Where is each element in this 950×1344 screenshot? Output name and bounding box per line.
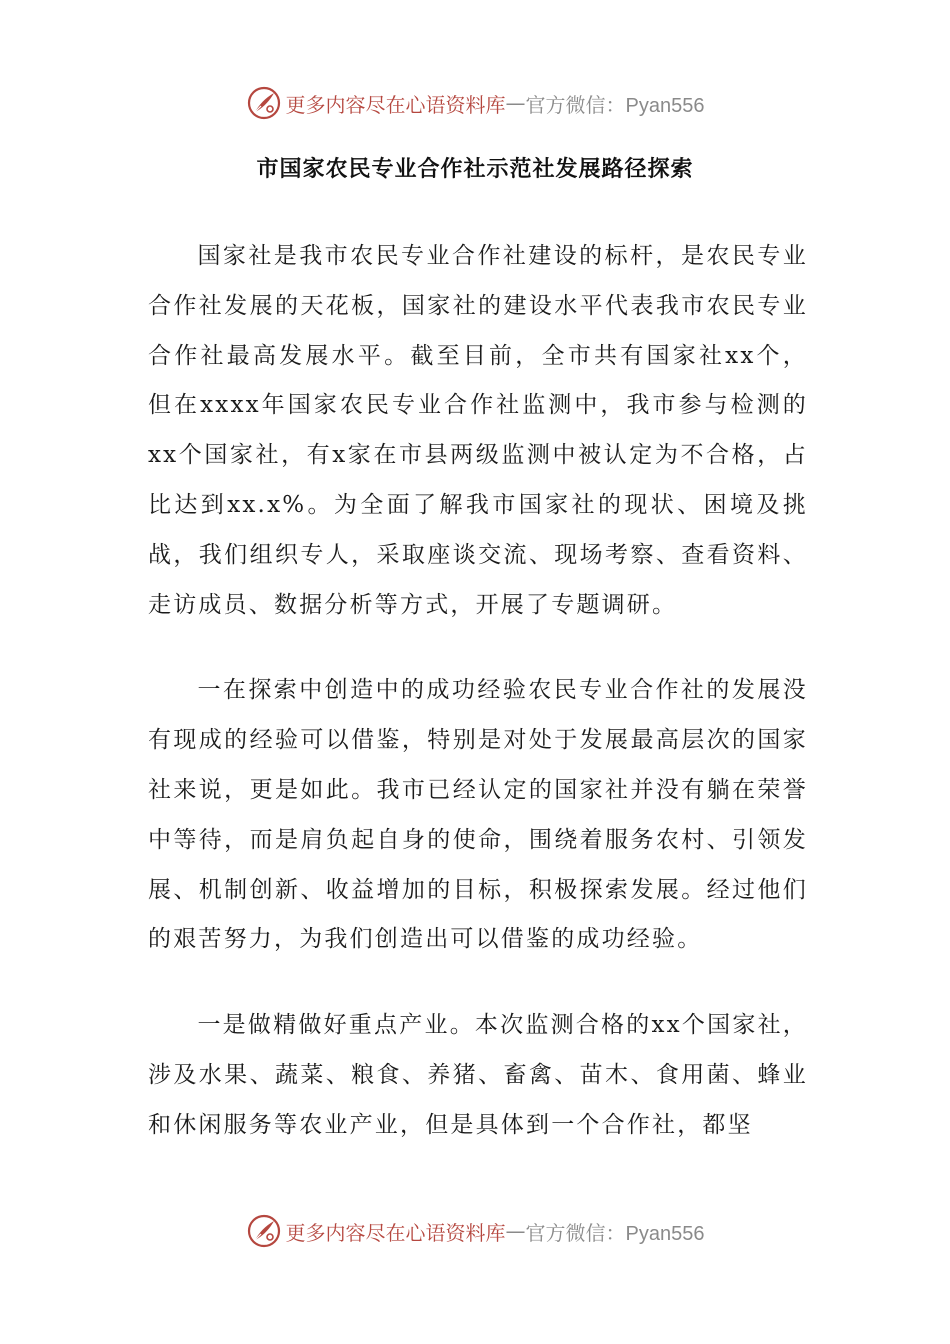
quill-logo-icon bbox=[246, 85, 282, 121]
paragraph: 一是做精做好重点产业。本次监测合格的xx个国家社，涉及水果、蔬菜、粮食、养猪、畜禽、苗木、食用菌、蜂业和休闲服务等农业产业，但是具体到一个合作社，都坚 bbox=[148, 1012, 808, 1138]
paragraph: 国家社是我市农民专业合作社建设的标杆，是农民专业合作社发展的天花板，国家社的建设水平代表我市农民专业合作社最高发展水平。截至目前，全市共有国家社xx个，但在xxxx年国家农民专业合作社监测中，我市参与检测的xx个国家社，有x家在市县两级监测中被认定为不合格，占比达到xx.x%。为全面了解我市国家社的现状、困境及挑战，我们组织专人，采取座谈交流、现场考察、查看资料、走访成员、数据分析等方式，开展了专题调研。 bbox=[148, 243, 808, 618]
brand-text: 更多内容尽在心语资料库 bbox=[285, 1220, 506, 1245]
document-body bbox=[148, 232, 808, 1187]
brand-separator: — bbox=[505, 91, 526, 115]
header-watermark bbox=[0, 83, 950, 123]
quill-logo-icon bbox=[246, 1213, 282, 1249]
brand-account: 官方微信：Pyan556 bbox=[525, 1222, 705, 1245]
document-title: 市国家农民专业合作社示范社发展路径探索 bbox=[256, 157, 694, 182]
brand-separator: — bbox=[505, 1219, 526, 1243]
brand-text: 更多内容尽在心语资料库 bbox=[285, 92, 506, 117]
brand-account: 官方微信：Pyan556 bbox=[525, 94, 705, 117]
footer-watermark bbox=[0, 1211, 950, 1251]
paragraph: 一在探索中创造中的成功经验农民专业合作社的发展没有现成的经验可以借鉴，特别是对处于发展最高层次的国家社来说，更是如此。我市已经认定的国家社并没有躺在荣誉中等待，而是肩负起自身的使命，围绕着服务农村、引领发展、机制创新、收益增加的目标，积极探索发展。经过他们的艰苦努力，为我们创造出可以借鉴的成功经验。 bbox=[148, 677, 808, 953]
